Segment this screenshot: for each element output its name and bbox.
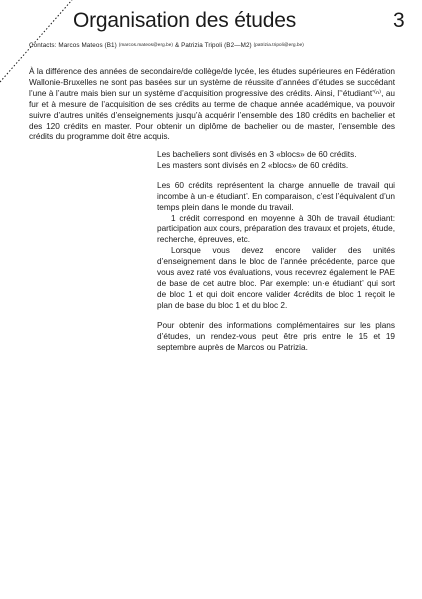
credits-p1-sup: ⁿ xyxy=(245,190,248,197)
contact-person-2: Patrizia Tripoli (B2—M2) xyxy=(181,42,252,49)
contacts-line xyxy=(29,42,304,49)
contact-email-1[interactable]: (marcos.mateos@erg.be) xyxy=(118,42,174,47)
credits-paragraph-3 xyxy=(157,246,395,311)
contact-email-2[interactable]: (patrizia.tripoli@erg.be) xyxy=(253,42,304,47)
contacts-label: Contacts: xyxy=(29,42,57,49)
credits-p1-text-b: . En comparaison, c’est l’équivalent d’un temps plein dans le monde du travail. xyxy=(157,191,395,212)
info-paragraph: Pour obtenir des informations complémentaires sur les plans d’études, un rendez-vous peut être pris entre le 15 et 19 septembre auprès de Marcos ou Patrizia. xyxy=(157,320,395,352)
blocks-line-master: Les masters sont divisés en 2 «blocs» de 60 crédits. xyxy=(157,160,349,170)
credits-p3-text-a: Lorsque vous devez encore valider des unités d’enseignement dans le bloc de l’année précédente, parce que vous avez raté vos évaluations, vous recevrez également le PAE de base de cet autre bloc. Par exemple: un·e étudiant xyxy=(157,246,395,288)
credits-p3-text-b: qui sort de bloc 1 et qui doit encore valider 4crédits de bloc 1 reçoit le plan de base du bloc 1 et du bloc 2. xyxy=(157,278,395,310)
contact-person-1: Marcos Mateos (B1) xyxy=(58,42,117,49)
page-number: 3 xyxy=(393,9,405,32)
right-column xyxy=(157,150,395,353)
contacts-separator: & xyxy=(174,42,180,49)
credits-paragraph-1 xyxy=(157,181,395,214)
credits-p1-text-a: Les 60 crédits représentent la charge annuelle de travail qui incombe à un·e étudiant xyxy=(157,180,395,201)
intro-paragraph: À la différence des années de secondaire/de collège/de lycée, les études supérieures en Fédération Wallonie-Bruxelles ne sont pas basées sur un système de réussite d’années d’études se succédant l’une à l’autre mais bien sur un système d’acquisition progressive des crédits. Ainsi, l’‘étudiant’⁽ⁿ⁾, au fur et à mesure de l’acquisition de ses crédits au terme de chaque année académique, va pouvoir suivre d’autres unités d’enseignements jusqu’à acquérir l’ensemble des 180 crédits en bachelier et des 120 crédits en master. Pour obtenir un diplôme de bachelier ou de master, l’ensemble des crédits du programme doit être acquis. xyxy=(29,67,395,142)
page-title: Organisation des études xyxy=(73,9,297,32)
blocks-line-bachelor: Les bacheliers sont divisés en 3 «blocs» de 60 crédits. xyxy=(157,150,357,159)
credits-p3-sup: ⁿ xyxy=(361,278,364,285)
credits-paragraph-2: 1 crédit correspond en moyenne à 30h de travail étudiant: participation aux cours, préparation des travaux et projets, étude, recherche, épreuves, etc. xyxy=(157,213,395,245)
